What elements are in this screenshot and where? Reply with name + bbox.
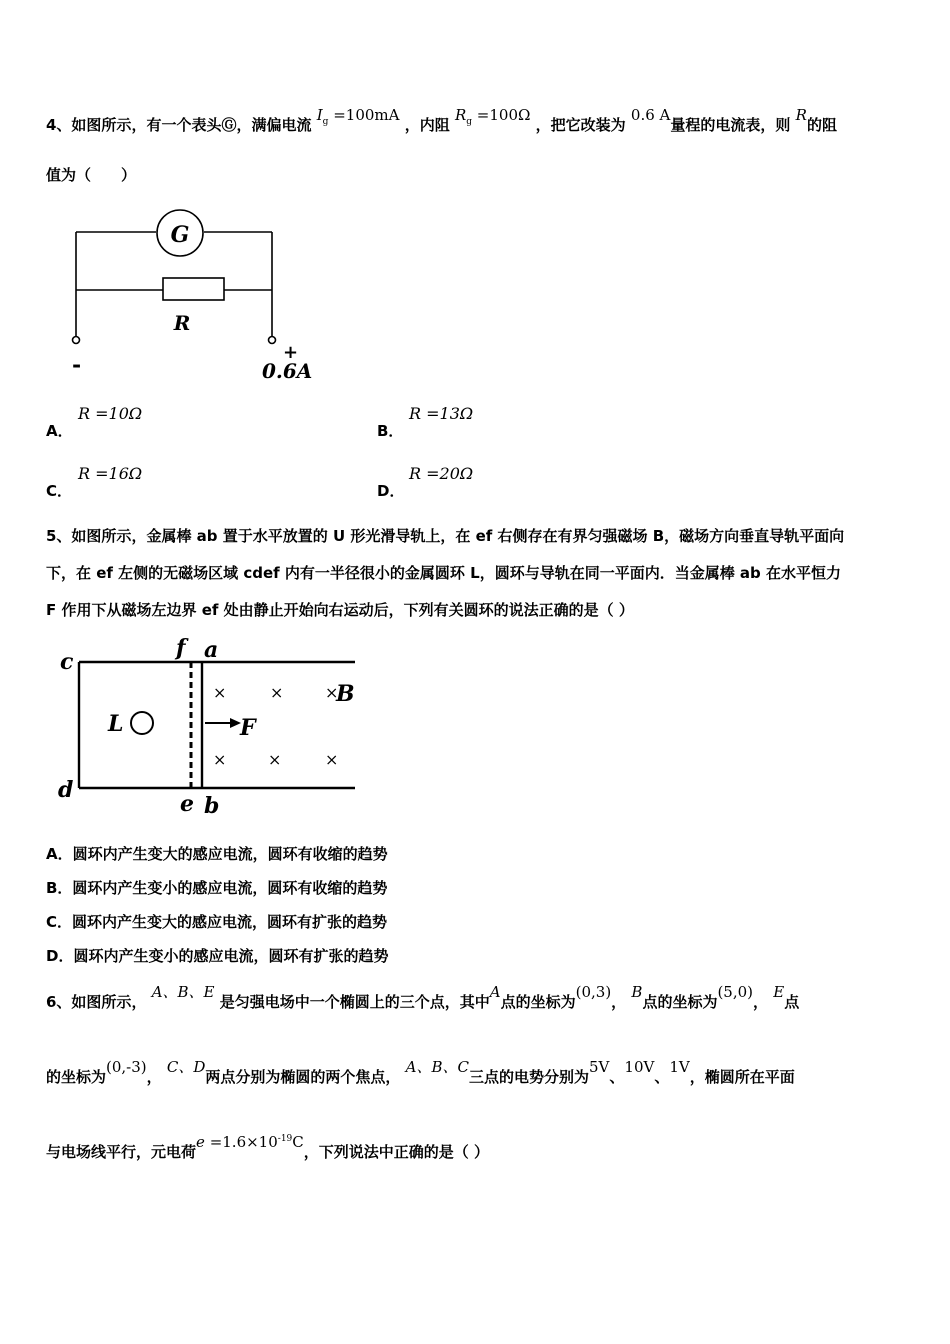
- q6-text: ，椭圆所在平面: [689, 1068, 795, 1086]
- q6-text: 点的坐标为: [500, 993, 576, 1011]
- label-B: B: [336, 681, 355, 707]
- label-d: d: [58, 777, 74, 803]
- q6-text: 的坐标为: [46, 1068, 107, 1086]
- q6-text: 点: [784, 993, 800, 1011]
- q6-stem-line-1: 6、如图所示， A、B、E 是匀强电场中一个椭圆上的三个点，其中A点的坐标为(0,3)， B点的坐标为(5,0)， E点: [46, 983, 800, 1011]
- q6-text: 与电场线平行，元电荷: [46, 1143, 197, 1161]
- point-e: E: [773, 983, 785, 1001]
- q6-text: 点的坐标为: [642, 993, 718, 1011]
- q6-stem-line-2: 的坐标为(0,-3)， C、D两点分别为椭圆的两个焦点， A、B、C三点的电势分别为5V、10V、1V，椭圆所在平面: [46, 1058, 795, 1086]
- q5-option-d[interactable]: D．圆环内产生变小的感应电流，圆环有扩张的趋势: [46, 947, 389, 965]
- q6-stem-line-3: [46, 1133, 489, 1162]
- q4-stem-line-1: [46, 106, 837, 135]
- full-scale-current: $I_g =100mA$: [316, 106, 400, 127]
- metal-ring: [131, 712, 153, 734]
- target-range: 0.6 A: [630, 106, 671, 124]
- q6-text: 三点的电势分别为: [469, 1068, 590, 1086]
- q5-rail-diagram: [50, 635, 370, 820]
- q4-text: 的阻: [806, 116, 837, 134]
- q4-text: ，满偏电流: [236, 116, 312, 134]
- q5-option-a[interactable]: A．圆环内产生变大的感应电流，圆环有收缩的趋势: [46, 845, 388, 863]
- terminal-negative: [73, 337, 80, 344]
- label-e: e: [180, 791, 194, 817]
- label-c: c: [60, 649, 74, 675]
- resistor-box: [163, 278, 224, 300]
- potential-c: 1V: [669, 1058, 690, 1076]
- coord-e: (0,-3): [106, 1058, 147, 1076]
- q4-stem-line-2: 值为（ ）: [46, 166, 137, 184]
- label-L: L: [108, 711, 124, 737]
- q5-stem-line-3: F 作用下从磁场左边界 ef 处由静止开始向右运动后，下列有关圆环的说法正确的是（ ）: [46, 601, 634, 619]
- q4-option-b-value: R =13Ω: [409, 404, 474, 423]
- negative-sign: -: [72, 352, 82, 378]
- field-mark: ×: [270, 683, 284, 702]
- q4-text: 量程的电流表，则: [670, 116, 791, 134]
- q4-option-c-value: R =16Ω: [78, 464, 143, 483]
- q4-text: ，内阻: [404, 116, 450, 134]
- separator: 、: [654, 1068, 670, 1086]
- q5-option-b[interactable]: B．圆环内产生变小的感应电流，圆环有收缩的趋势: [46, 879, 388, 897]
- point-a: A: [489, 983, 501, 1001]
- galvanometer-label: G: [170, 222, 190, 248]
- positive-sign: +: [283, 342, 299, 363]
- field-mark: ×: [325, 683, 339, 702]
- points-abe: A、B、E: [151, 983, 215, 1001]
- q4-circuit-diagram: [50, 200, 350, 390]
- q4-option-d-letter[interactable]: D．: [377, 482, 405, 500]
- q6-text: 是匀强电场中一个椭圆上的三个点，其中: [219, 993, 490, 1011]
- label-f: f: [176, 635, 186, 661]
- q4-option-d-value: R =20Ω: [409, 464, 474, 483]
- field-mark: ×: [268, 750, 282, 769]
- label-F: F: [240, 715, 256, 741]
- field-mark: ×: [213, 750, 227, 769]
- q4-text: ，把它改装为: [535, 116, 626, 134]
- internal-resistance: $R_g =100\Omega$: [454, 106, 531, 127]
- q6-text: 6、如图所示，: [46, 993, 147, 1011]
- q5-option-c[interactable]: C．圆环内产生变大的感应电流，圆环有扩张的趋势: [46, 913, 388, 931]
- q4-option-c-letter[interactable]: C．: [46, 482, 73, 500]
- field-mark: ×: [213, 683, 227, 702]
- point-b: B: [631, 983, 643, 1001]
- resistor-variable: R: [795, 106, 807, 124]
- field-mark: ×: [325, 750, 339, 769]
- label-a: a: [204, 637, 219, 663]
- points-abc: A、B、C: [405, 1058, 469, 1076]
- q6-text: ，下列说法中正确的是（ ）: [303, 1143, 489, 1161]
- q5-stem-line-2: 下，在 ef 左侧的无磁场区域 cdef 内有一半径很小的金属圆环 L，圆环与导轨在同一平面内．当金属棒 ab 在水平恒力: [46, 564, 842, 582]
- elementary-charge: $e =1.6\times 10^{-19}C$: [196, 1133, 304, 1151]
- label-b: b: [204, 793, 220, 819]
- resistor-label: R: [173, 311, 191, 335]
- q4-text: 4、如图所示，有一个表头: [46, 116, 222, 134]
- foci-cd: C、D: [166, 1058, 206, 1076]
- coord-a: (0,3): [575, 983, 612, 1001]
- q4-option-a-value: R =10Ω: [78, 404, 143, 423]
- range-label: 0.6A: [262, 359, 313, 383]
- galvanometer-symbol: Ⓖ: [221, 116, 237, 134]
- terminal-positive: [269, 337, 276, 344]
- q6-text: 两点分别为椭圆的两个焦点，: [205, 1068, 401, 1086]
- potential-b: 10V: [624, 1058, 655, 1076]
- coord-b: (5,0): [717, 983, 754, 1001]
- q4-option-b-letter[interactable]: B．: [377, 422, 404, 440]
- potential-a: 5V: [589, 1058, 610, 1076]
- separator: 、: [609, 1068, 625, 1086]
- q5-stem-line-1: 5、如图所示，金属棒 ab 置于水平放置的 U 形光滑导轨上，在 ef 右侧存在有界匀强磁场 B，磁场方向垂直导轨平面向: [46, 527, 845, 545]
- q4-option-a-letter[interactable]: A．: [46, 422, 73, 440]
